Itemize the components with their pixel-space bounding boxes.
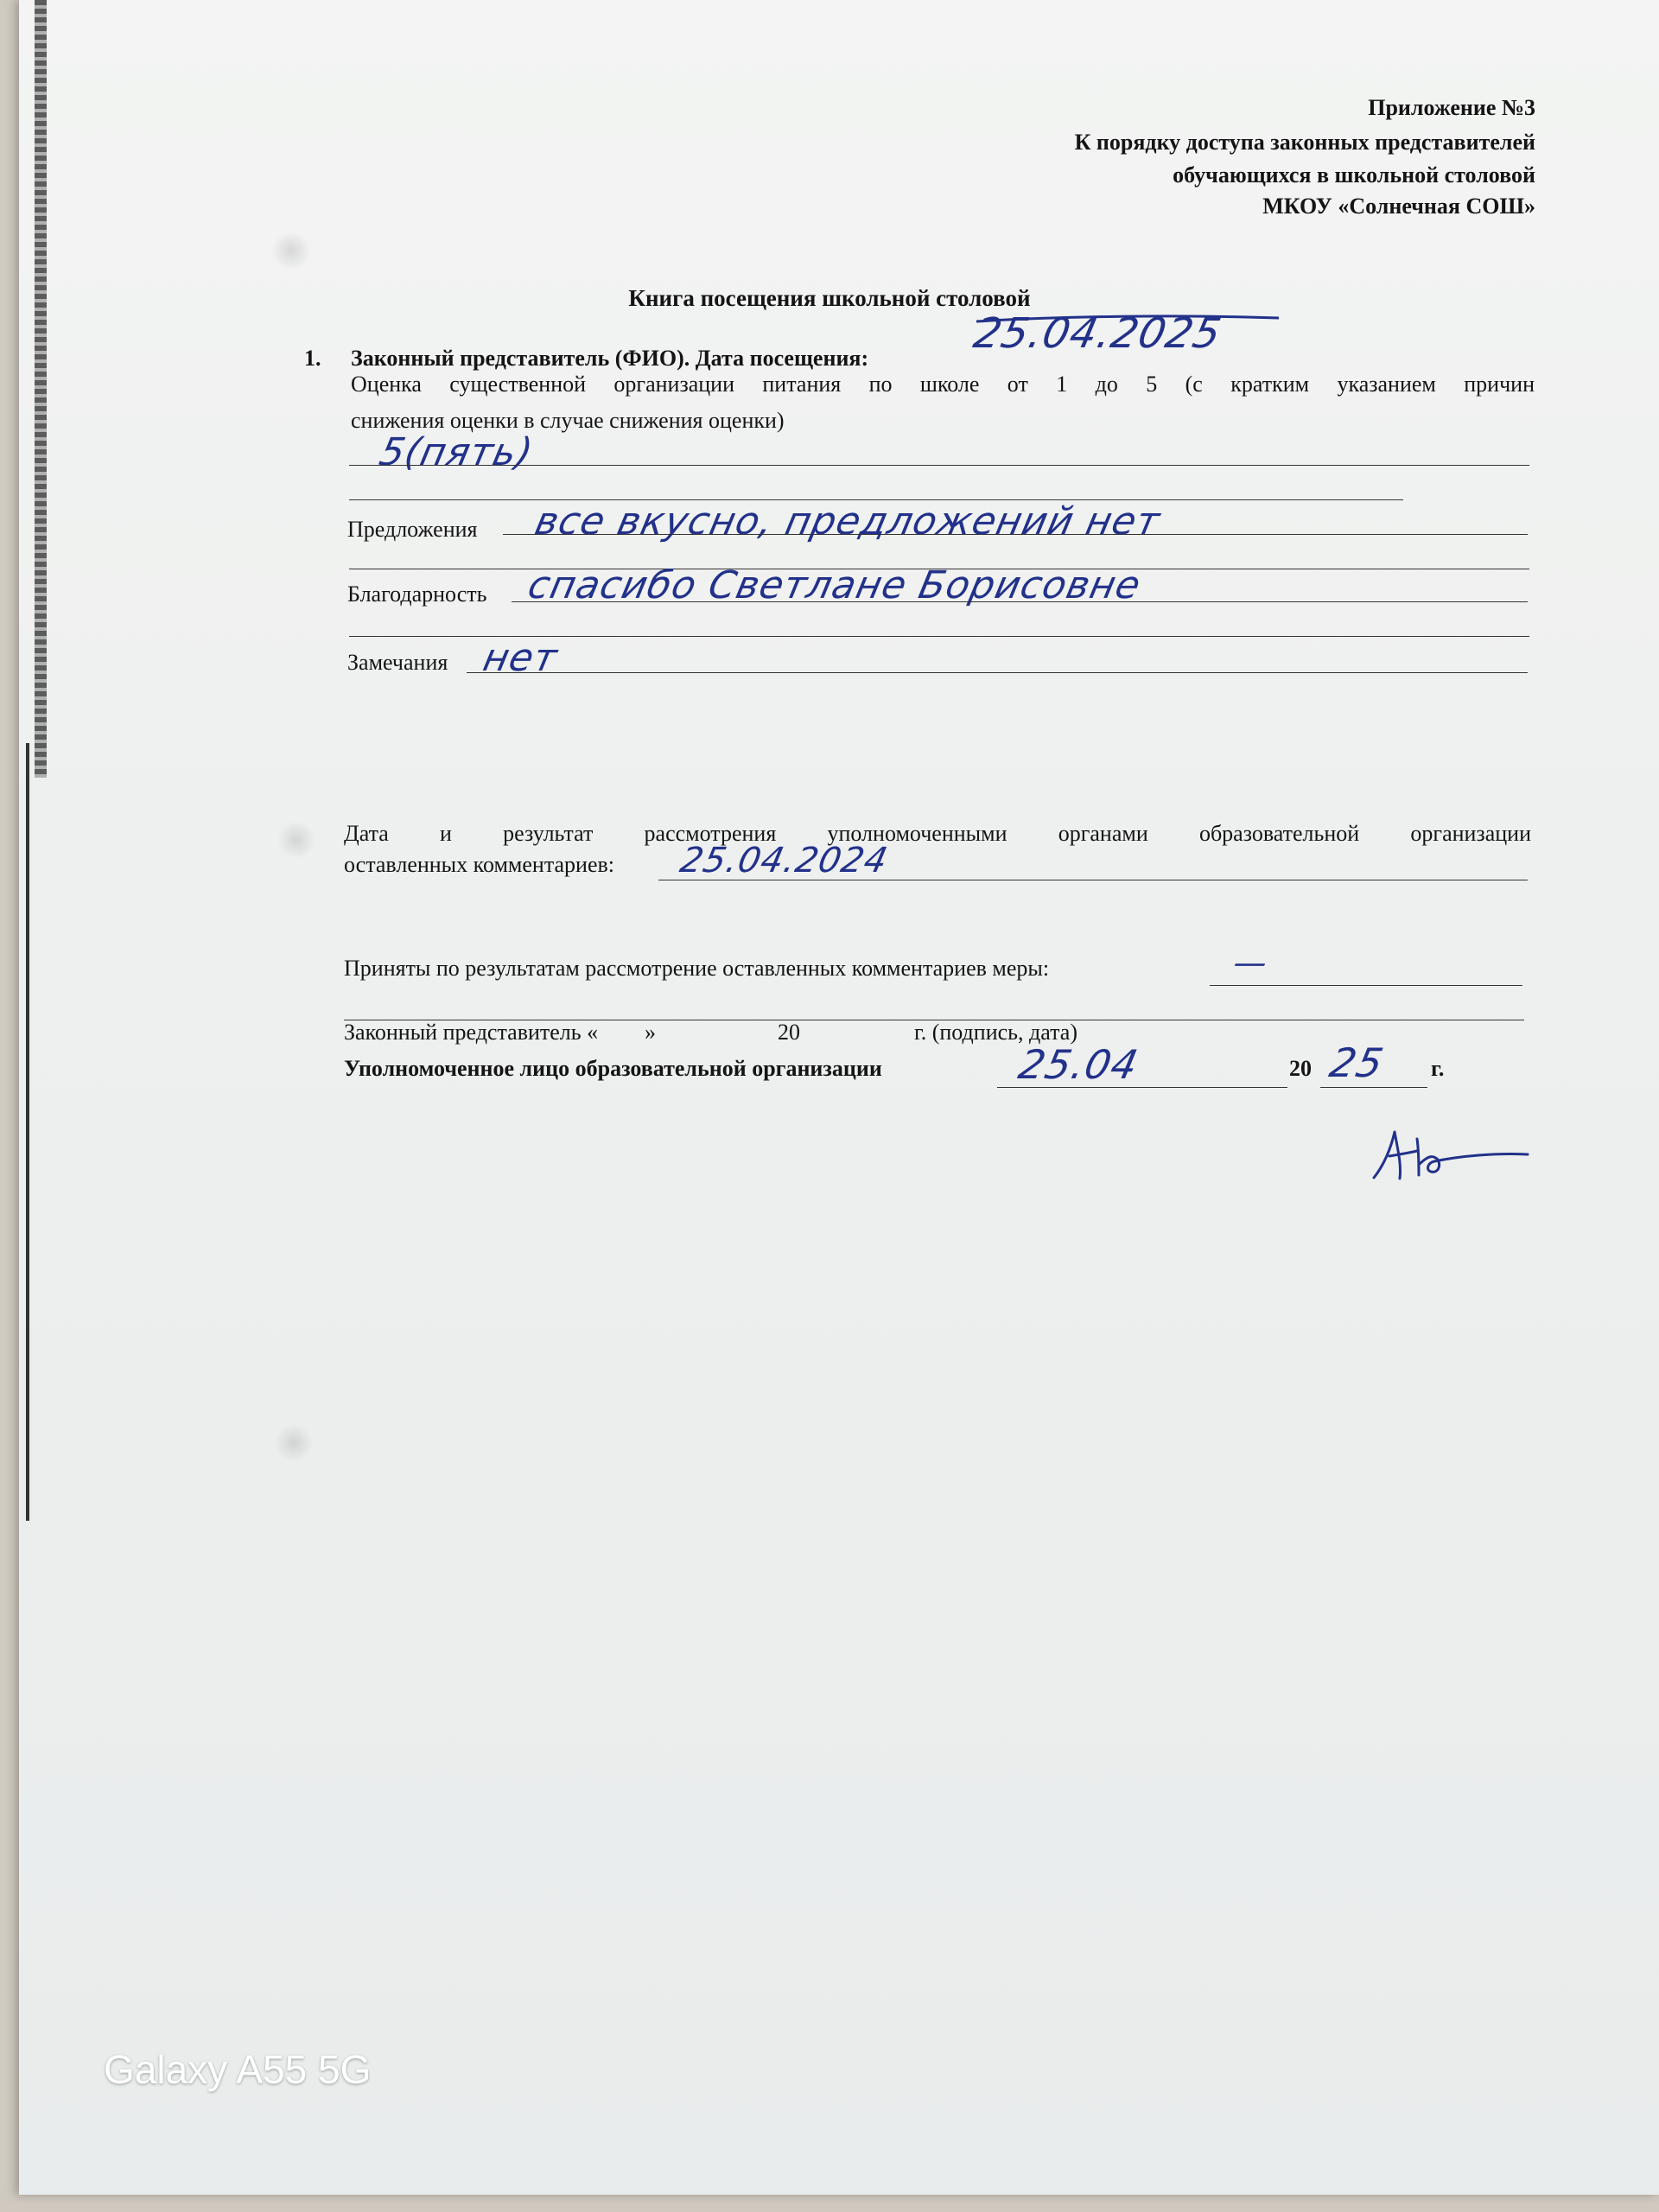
measures-label: Приняты по результатам рассмотрение оставленных комментариев меры:: [344, 956, 1050, 981]
suggestions-line: [503, 534, 1528, 535]
appendix-number: Приложение №3: [1368, 95, 1535, 120]
authorized-year-prefix: 20: [1289, 1056, 1312, 1081]
remarks-line: [467, 672, 1528, 673]
appendix-line-2: К порядку доступа законных представителей: [1074, 130, 1535, 155]
gratitude-line: [512, 601, 1528, 602]
binder-edge: [35, 0, 47, 778]
item-number: 1.: [304, 346, 321, 371]
rep-quote-close: »: [645, 1020, 656, 1045]
measures-line: [1210, 985, 1522, 986]
date-underline-stroke: [959, 313, 1287, 330]
gratitude-handwritten: спасибо Светлане Борисовне: [524, 563, 1146, 607]
rating-line: [349, 465, 1529, 466]
authorized-label: Уполномоченное лицо образовательной организации: [344, 1056, 882, 1081]
gratitude-label: Благодарность: [347, 582, 487, 607]
review-label: Дата и результат рассмотрения уполномоченными органами образовательной организации: [344, 821, 1531, 846]
suggestions-label: Предложения: [347, 517, 478, 542]
review-label-cont: оставленных комментариев:: [344, 852, 615, 877]
visit-date-handwritten: 25.04.2025: [969, 309, 1226, 358]
remarks-handwritten: нет: [479, 636, 562, 680]
document-page: [19, 0, 1659, 2195]
authorized-year-line: [1320, 1087, 1427, 1088]
review-date-handwritten: 25.04.2024: [677, 841, 892, 880]
measures-handwritten: —: [1230, 944, 1272, 982]
authorized-date-handwritten: 25.04: [1014, 1041, 1143, 1088]
rating-label-cont: снижения оценки в случае снижения оценки): [351, 408, 785, 433]
fingerprint-smudge: [275, 823, 318, 857]
handwritten-signature: [1365, 1122, 1538, 1191]
appendix-line-3: обучающихся в школьной столовой: [1173, 162, 1535, 188]
paper-edge-shadow: [26, 743, 29, 1521]
rep-year-prefix: 20: [778, 1020, 800, 1045]
document-title: Книга посещения школьной столовой: [628, 285, 1031, 311]
rep-signature-suffix: г. (подпись, дата): [914, 1020, 1077, 1045]
fingerprint-smudge: [270, 233, 313, 268]
authorized-year-suffix: г.: [1431, 1056, 1445, 1081]
representative-heading: Законный представитель (ФИО). Дата посещения:: [351, 346, 869, 371]
rep-signature-label: Законный представитель «: [344, 1020, 599, 1045]
fingerprint-smudge: [272, 1426, 315, 1460]
remarks-label: Замечания: [347, 650, 448, 675]
rating-handwritten: 5(пять): [375, 430, 537, 474]
authorized-date-line: [997, 1087, 1287, 1088]
rating-label: Оценка существенной организации питания по школе от 1 до 5 (с кратким указанием причин: [351, 372, 1535, 397]
camera-watermark: Galaxy A55 5G: [104, 2047, 372, 2092]
suggestions-handwritten: все вкусно, предложений нет: [531, 499, 1165, 543]
appendix-line-4: МКОУ «Солнечная СОШ»: [1262, 194, 1535, 219]
authorized-year-handwritten: 25: [1325, 1039, 1389, 1086]
